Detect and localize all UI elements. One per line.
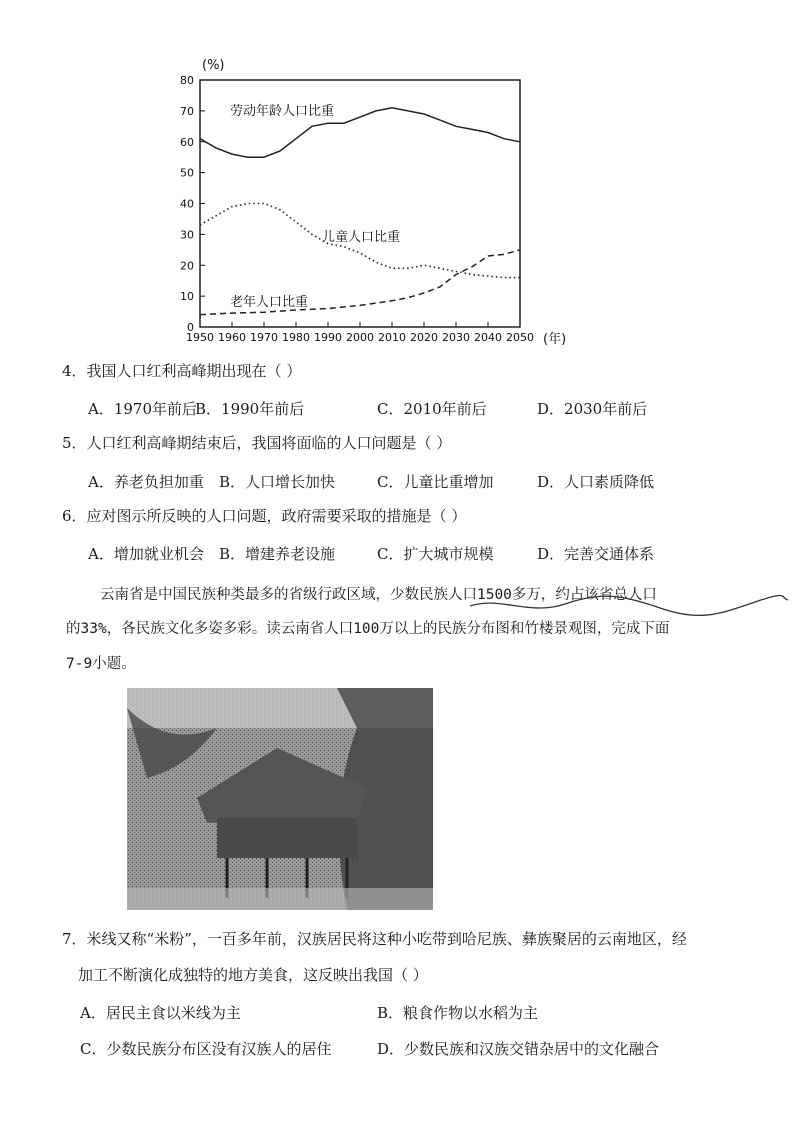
q7-option-c: C．少数民族分布区没有汉族人的居住 xyxy=(80,1040,332,1058)
q5-option-c: C．儿童比重增加 xyxy=(377,473,494,491)
x-tick-label: 2030 xyxy=(442,331,470,344)
x-tick-label: 1990 xyxy=(314,331,342,344)
passage-line-3: 7-9小题。 xyxy=(66,656,136,672)
question-6-stem: 6．应对图示所反映的人口问题，政府需要采取的措施是（ ） xyxy=(62,507,467,525)
x-tick-label: 1970 xyxy=(250,331,278,344)
series-label-elderly: 老年人口比重 xyxy=(230,295,309,310)
question-7-stem-line-1: 7．米线又称“米粉”，一百多年前，汉族居民将这种小吃带到哈尼族、彝族聚居的云南地区，经 xyxy=(62,930,687,948)
x-tick-label: 2050 xyxy=(506,331,534,344)
q4-option-b: B．1990年前后 xyxy=(195,400,305,418)
y-tick-label: 40 xyxy=(180,197,194,211)
question-5-stem: 5．人口红利高峰期结束后，我国将面临的人口问题是（ ） xyxy=(62,434,452,452)
series-label-working: 劳动年龄人口比重 xyxy=(230,104,335,119)
passage-line-1: 云南省是中国民族种类最多的省级行政区域，少数民族人口1500多万，约占该省总人口 xyxy=(100,587,657,603)
y-tick-label: 70 xyxy=(180,104,194,118)
q6-option-d: D．完善交通体系 xyxy=(537,545,655,563)
question-7-stem-line-2: 加工不断演化成独特的地方美食，这反映出我国（ ） xyxy=(78,966,428,984)
x-tick-label: 2000 xyxy=(346,331,374,344)
q6-option-b: B．增建养老设施 xyxy=(219,545,336,563)
series-label-children: 儿童人口比重 xyxy=(322,230,401,245)
y-tick-label: 0 xyxy=(187,321,194,334)
y-tick-label: 50 xyxy=(180,166,194,180)
q5-option-b: B．人口增长加快 xyxy=(219,473,336,491)
q4-option-c: C．2010年前后 xyxy=(377,400,487,418)
y-tick-label: 20 xyxy=(180,259,194,273)
bamboo-house-photo xyxy=(127,688,433,910)
q4-option-d: D．2030年前后 xyxy=(537,400,648,418)
y-tick-label: 60 xyxy=(180,135,194,149)
x-tick-label: 1980 xyxy=(282,331,310,344)
x-tick-label: 2020 xyxy=(410,331,438,344)
q7-option-a: A．居民主食以米线为主 xyxy=(80,1004,241,1022)
x-tick-label: 1950 xyxy=(186,331,214,344)
pen-underline xyxy=(470,590,790,620)
y-unit-label: (%) xyxy=(202,58,225,73)
q4-option-a: A．1970年前后 xyxy=(88,400,198,418)
q7-option-b: B．粮食作物以水稻为主 xyxy=(377,1004,539,1022)
x-unit-label: (年) xyxy=(543,332,567,347)
q6-option-a: A．增加就业机会 xyxy=(88,545,204,563)
q5-option-d: D．人口素质降低 xyxy=(537,473,655,491)
x-tick-label: 1960 xyxy=(218,331,246,344)
passage-line-2: 的33%，各民族文化多姿多彩。读云南省人口100万以上的民族分布图和竹楼景观图，完成下面 xyxy=(66,621,670,637)
x-tick-label: 2010 xyxy=(378,331,406,344)
y-tick-label: 10 xyxy=(180,290,194,304)
y-tick-label: 80 xyxy=(180,74,194,87)
y-tick-label: 30 xyxy=(180,228,194,242)
q7-option-d: D．少数民族和汉族交错杂居中的文化融合 xyxy=(377,1040,660,1058)
question-4-stem: 4．我国人口红利高峰期出现在（ ） xyxy=(62,362,302,380)
x-tick-label: 2040 xyxy=(474,331,502,344)
q6-option-c: C．扩大城市规模 xyxy=(377,545,494,563)
chart-series xyxy=(200,108,520,315)
q5-option-a: A．养老负担加重 xyxy=(88,473,204,491)
population-chart xyxy=(150,55,580,355)
